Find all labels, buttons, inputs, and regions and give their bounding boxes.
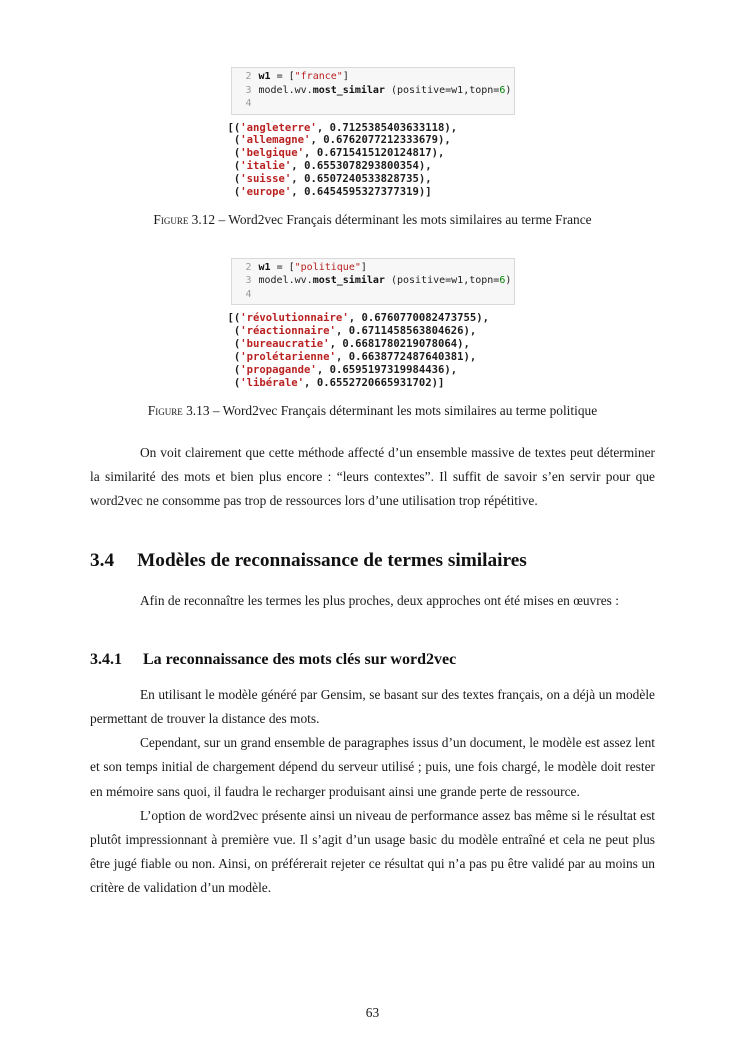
section-title: Modèles de reconnaissance de termes similaires — [137, 550, 527, 572]
code-token: ( — [227, 325, 241, 338]
code-token: 'bureaucratie' — [240, 338, 330, 351]
code-token: ) — [505, 275, 512, 287]
code-token: 6 — [499, 84, 506, 96]
code-text — [259, 274, 512, 288]
code-token: most_similar — [312, 84, 385, 96]
code-token: most_similar — [312, 275, 385, 287]
subsection-heading-3-4-1 — [90, 650, 655, 669]
code-token: ( — [227, 147, 241, 160]
code-token: , — [291, 186, 305, 199]
code-token: 'belgique' — [240, 147, 305, 160]
code-token: 0.7125385403633118 — [329, 121, 445, 134]
code-token: 'propagande' — [240, 364, 317, 377]
code-token: model.wv. — [258, 84, 313, 96]
code-token: 'prolétarienne' — [240, 351, 336, 364]
code-token: w1 — [258, 71, 271, 82]
code-token: 'italie' — [240, 160, 292, 173]
code-token: , — [348, 312, 362, 325]
paragraph: L’option de word2vec présente ainsi un niveau de performance assez bas même si le résultat est plutôt impressionnant à première vue. Il s’agit d’un usage basic du modèle entraîné et cela ne peut plus être jugé fiable ou non. Ainsi, on préférerait rejeter ce résultat qui n’a pas pu être validé par au moins un critère de validation d’un modèle. — [90, 807, 655, 896]
output-line — [228, 173, 515, 186]
figure-caption — [90, 212, 655, 228]
line-number: 3 — [245, 275, 252, 287]
code-line — [236, 84, 510, 98]
code-token: ) — [505, 84, 512, 96]
subsection-number: 3.4.1 — [90, 650, 122, 668]
code-token: ), — [418, 160, 432, 173]
code-token: [( — [227, 121, 241, 134]
code-token: , — [335, 351, 349, 364]
code-listing — [227, 67, 515, 199]
code-token: 'réactionnaire' — [240, 325, 336, 338]
code-token: 0.6681780219078064 — [342, 338, 458, 351]
code-token: 'révolutionnaire' — [240, 312, 349, 325]
code-token: , — [310, 134, 324, 147]
code-line — [236, 274, 510, 288]
code-token: 0.6454595327377319 — [304, 186, 419, 199]
figure-3-12 — [90, 67, 655, 228]
code-line — [236, 288, 510, 302]
code-token: "politique" — [294, 261, 361, 273]
code-text — [259, 288, 265, 302]
code-token: 0.6711458563804626 — [348, 325, 464, 338]
caption-text: – Word2vec Français déterminant les mots similaires au terme France — [215, 211, 592, 227]
code-snippet — [231, 67, 515, 115]
code-token: , — [335, 325, 349, 338]
line-number: 2 — [245, 261, 252, 273]
code-token: w1 — [258, 261, 271, 273]
code-token: ( — [227, 338, 241, 351]
code-token: ), — [444, 364, 458, 377]
code-token: 'suisse' — [240, 173, 292, 186]
output-line — [228, 134, 515, 147]
output-line — [228, 338, 515, 351]
code-line — [236, 97, 510, 111]
code-token: ), — [418, 173, 432, 186]
code-token: 0.6507240533828735 — [304, 173, 419, 186]
code-token: ] — [360, 261, 367, 273]
code-token: 'europe' — [240, 186, 292, 199]
paragraph-intro: On voit clairement que cette méthode affecté d’un ensemble massive de textes peut déterminer la similarité des mots et bien plus encore : “leurs contextes”. Il suffit de savoir s’en servir pour que word2vec ne consomme pas trop de ressources lors d’une utilisation trop répétitive. — [90, 444, 655, 509]
code-token: 0.6553078293800354 — [304, 160, 419, 173]
section-number: 3.4 — [90, 550, 115, 572]
code-token: ), — [463, 351, 477, 364]
line-number: 4 — [245, 288, 252, 300]
code-token: (positive=w1,topn= — [384, 275, 500, 287]
code-token: model.wv. — [258, 275, 313, 287]
code-token: 0.6715415120124817 — [316, 147, 432, 160]
code-token: )] — [418, 186, 432, 199]
code-token: ), — [438, 134, 451, 147]
code-token: 0.6762077212333679 — [323, 134, 439, 147]
code-token: 0.6760770082473755 — [361, 312, 477, 325]
code-token: ), — [444, 121, 458, 134]
line-number: 4 — [245, 98, 252, 109]
code-token: ( — [227, 160, 241, 173]
output-line — [228, 160, 515, 173]
output-line — [228, 364, 515, 377]
code-token: ( — [227, 364, 241, 377]
code-token: 'libérale' — [240, 376, 305, 389]
code-token: [( — [227, 312, 241, 325]
code-token: ( — [227, 351, 241, 364]
code-snippet — [231, 258, 515, 306]
output-line — [228, 186, 515, 199]
code-token: , — [291, 173, 305, 186]
output-line — [228, 377, 515, 390]
caption-label: Figure 3.12 — [153, 211, 216, 227]
output-line — [228, 312, 515, 325]
code-text — [259, 70, 349, 84]
code-output — [228, 122, 515, 199]
code-token: ), — [463, 325, 477, 338]
code-token: , — [304, 376, 317, 389]
section-heading-3-4 — [90, 549, 655, 572]
code-token: ), — [431, 147, 445, 160]
figure-3-13 — [90, 258, 655, 419]
code-token: ), — [457, 338, 470, 351]
output-line — [228, 325, 515, 338]
figure-caption — [90, 403, 655, 419]
code-token: , — [291, 160, 305, 173]
code-text — [259, 97, 265, 111]
output-line — [228, 351, 515, 364]
code-token: ( — [227, 186, 241, 199]
code-token: "france" — [294, 71, 343, 82]
caption-text: – Word2vec Français déterminant les mots similaires au terme politique — [209, 402, 598, 418]
code-token: , — [316, 121, 330, 134]
code-line — [236, 70, 510, 84]
line-number: 2 — [245, 71, 252, 82]
output-line — [228, 122, 515, 135]
subsection-title: La reconnaissance des mots clés sur word2vec — [143, 650, 457, 668]
code-token: ( — [227, 173, 241, 186]
code-token: 'allemagne' — [240, 134, 311, 147]
caption-label: Figure 3.13 — [147, 402, 210, 418]
code-token: ( — [227, 376, 241, 389]
code-token: = [ — [270, 71, 295, 82]
code-token: )] — [431, 376, 445, 389]
line-number: 3 — [245, 84, 252, 96]
output-line — [228, 147, 515, 160]
paragraph: En utilisant le modèle généré par Gensim, se basant sur des textes français, on a déjà un modèle permettant de trouver la distance des mots. — [90, 686, 655, 726]
code-token: 0.6552720665931702 — [316, 376, 432, 389]
code-listing — [227, 258, 515, 390]
code-token: ] — [342, 71, 349, 82]
code-token: (positive=w1,topn= — [384, 84, 500, 96]
code-token: = [ — [270, 261, 295, 273]
code-token: 0.6638772487640381 — [348, 351, 464, 364]
code-line — [236, 261, 510, 275]
paragraph: Cependant, sur un grand ensemble de paragraphes issus d’un document, le modèle est assez lent et son temps initial de chargement dépend du serveur utilisé ; puis, une fois chargé, le modèle doit rester en mémoire sans quoi, il faudra le recharger produisant ainsi une grande perte de ressource. — [90, 735, 655, 799]
code-token: ), — [476, 312, 490, 325]
code-token: , — [316, 364, 330, 377]
page-number: 63 — [365, 1005, 380, 1020]
code-output — [228, 312, 515, 389]
code-text — [259, 261, 367, 275]
code-token: 0.6595197319984436 — [329, 364, 445, 377]
code-token: , — [329, 338, 343, 351]
code-token: 'angleterre' — [240, 121, 317, 134]
code-token: 6 — [499, 275, 506, 287]
code-token: , — [304, 147, 317, 160]
code-text — [259, 84, 512, 98]
code-token: ( — [227, 134, 241, 147]
paragraph-section-intro: Afin de reconnaître les termes les plus proches, deux approches ont été mises en œuvres : — [140, 593, 619, 609]
